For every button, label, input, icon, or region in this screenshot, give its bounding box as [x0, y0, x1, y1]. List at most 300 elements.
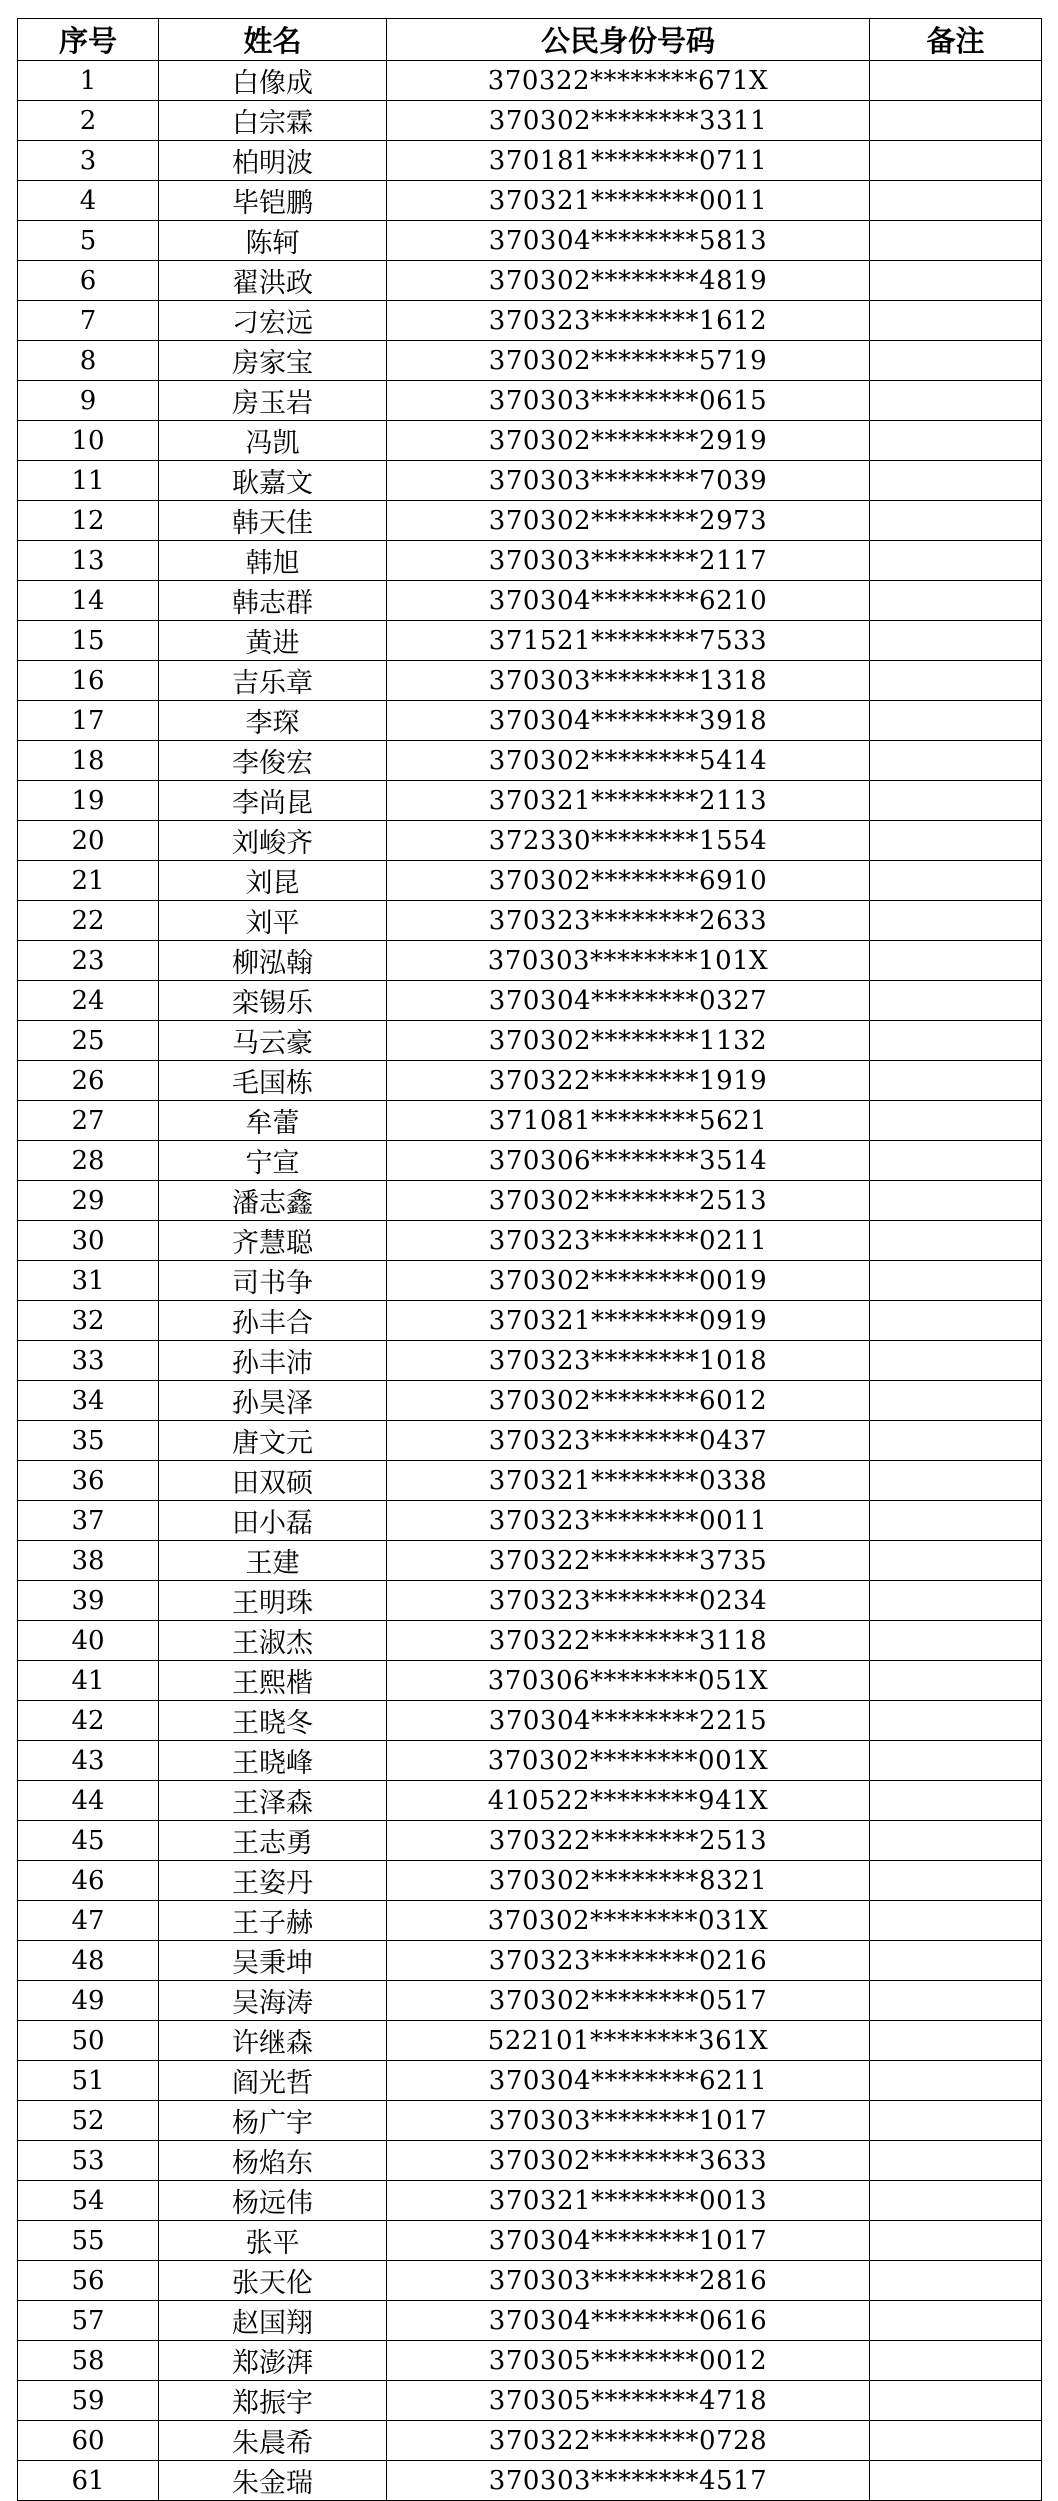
- seq-cell: 14: [18, 581, 159, 621]
- seq-cell: 44: [18, 1781, 159, 1821]
- note-cell: [870, 781, 1042, 821]
- note-cell: [870, 1101, 1042, 1141]
- table-row: [18, 781, 1042, 821]
- id-number-cell: 370321********0011: [387, 181, 870, 221]
- id-number-cell: 370304********1017: [387, 2221, 870, 2261]
- name-cell: 柳泓翰: [159, 941, 387, 981]
- seq-cell: 33: [18, 1341, 159, 1381]
- name-cell: 柏明波: [159, 141, 387, 181]
- name-cell: 韩旭: [159, 541, 387, 581]
- seq-cell: 21: [18, 861, 159, 901]
- name-cell: 王泽森: [159, 1781, 387, 1821]
- table-row: [18, 1541, 1042, 1581]
- name-cell: 李琛: [159, 701, 387, 741]
- note-cell: [870, 1061, 1042, 1101]
- table-row: [18, 461, 1042, 501]
- note-cell: [870, 2181, 1042, 2221]
- note-cell: [870, 621, 1042, 661]
- table-row: [18, 701, 1042, 741]
- table-row: [18, 1781, 1042, 1821]
- name-cell: 毛国栋: [159, 1061, 387, 1101]
- id-number-cell: 370304********3918: [387, 701, 870, 741]
- seq-cell: 7: [18, 301, 159, 341]
- table-row: [18, 1061, 1042, 1101]
- id-number-cell: 370323********1018: [387, 1341, 870, 1381]
- name-cell: 吴秉坤: [159, 1941, 387, 1981]
- table-row: [18, 1461, 1042, 1501]
- name-cell: 杨远伟: [159, 2181, 387, 2221]
- id-number-cell: 370302********0019: [387, 1261, 870, 1301]
- seq-cell: 20: [18, 821, 159, 861]
- note-cell: [870, 101, 1042, 141]
- id-number-cell: 370302********8321: [387, 1861, 870, 1901]
- id-number-cell: 370303********1017: [387, 2101, 870, 2141]
- name-cell: 白像成: [159, 61, 387, 101]
- seq-cell: 48: [18, 1941, 159, 1981]
- name-cell: 唐文元: [159, 1421, 387, 1461]
- name-cell: 韩志群: [159, 581, 387, 621]
- table-row: [18, 2381, 1042, 2421]
- note-cell: [870, 1141, 1042, 1181]
- id-number-cell: 370302********2973: [387, 501, 870, 541]
- id-number-cell: 370302********3633: [387, 2141, 870, 2181]
- seq-cell: 52: [18, 2101, 159, 2141]
- name-cell: 孙丰沛: [159, 1341, 387, 1381]
- table-row: [18, 1621, 1042, 1661]
- name-cell: 朱金瑞: [159, 2461, 387, 2501]
- id-number-cell: 370303********101X: [387, 941, 870, 981]
- seq-cell: 16: [18, 661, 159, 701]
- table-row: [18, 621, 1042, 661]
- seq-cell: 59: [18, 2381, 159, 2421]
- seq-cell: 34: [18, 1381, 159, 1421]
- name-cell: 李尚昆: [159, 781, 387, 821]
- name-cell: 田小磊: [159, 1501, 387, 1541]
- seq-cell: 13: [18, 541, 159, 581]
- name-cell: 房家宝: [159, 341, 387, 381]
- name-cell: 杨广宇: [159, 2101, 387, 2141]
- note-cell: [870, 2421, 1042, 2461]
- name-cell: 张平: [159, 2221, 387, 2261]
- seq-cell: 35: [18, 1421, 159, 1461]
- seq-cell: 5: [18, 221, 159, 261]
- id-number-cell: 370303********1318: [387, 661, 870, 701]
- id-number-cell: 370322********2513: [387, 1821, 870, 1861]
- id-number-cell: 370302********001X: [387, 1741, 870, 1781]
- note-cell: [870, 581, 1042, 621]
- table-row: [18, 1341, 1042, 1381]
- name-cell: 阎光哲: [159, 2061, 387, 2101]
- seq-cell: 22: [18, 901, 159, 941]
- id-number-cell: 370302********1132: [387, 1021, 870, 1061]
- table-row: [18, 1141, 1042, 1181]
- seq-cell: 18: [18, 741, 159, 781]
- table-body: [18, 61, 1042, 2501]
- id-number-cell: 370181********0711: [387, 141, 870, 181]
- note-cell: [870, 2301, 1042, 2341]
- seq-cell: 27: [18, 1101, 159, 1141]
- name-cell: 李俊宏: [159, 741, 387, 781]
- note-cell: [870, 1541, 1042, 1581]
- id-number-cell: 370303********4517: [387, 2461, 870, 2501]
- note-cell: [870, 2021, 1042, 2061]
- seq-cell: 50: [18, 2021, 159, 2061]
- seq-cell: 39: [18, 1581, 159, 1621]
- id-number-cell: 370323********1612: [387, 301, 870, 341]
- table-row: [18, 1181, 1042, 1221]
- note-cell: [870, 61, 1042, 101]
- note-cell: [870, 1341, 1042, 1381]
- name-cell: 司书争: [159, 1261, 387, 1301]
- id-number-cell: 370323********0216: [387, 1941, 870, 1981]
- id-number-cell: 370321********2113: [387, 781, 870, 821]
- id-number-cell: 370306********3514: [387, 1141, 870, 1181]
- table-row: [18, 501, 1042, 541]
- name-cell: 孙昊泽: [159, 1381, 387, 1421]
- note-cell: [870, 2101, 1042, 2141]
- table-row: [18, 541, 1042, 581]
- seq-cell: 61: [18, 2461, 159, 2501]
- note-cell: [870, 221, 1042, 261]
- table-row: [18, 2181, 1042, 2221]
- note-cell: [870, 261, 1042, 301]
- name-cell: 许继森: [159, 2021, 387, 2061]
- table-row: [18, 901, 1042, 941]
- id-number-cell: 370304********6210: [387, 581, 870, 621]
- note-cell: [870, 2221, 1042, 2261]
- id-number-cell: 370321********0013: [387, 2181, 870, 2221]
- id-number-cell: 370323********2633: [387, 901, 870, 941]
- table-row: [18, 1901, 1042, 1941]
- name-cell: 郑振宇: [159, 2381, 387, 2421]
- note-cell: [870, 1781, 1042, 1821]
- name-cell: 陈轲: [159, 221, 387, 261]
- seq-cell: 11: [18, 461, 159, 501]
- table-row: [18, 1421, 1042, 1461]
- table-row: [18, 2261, 1042, 2301]
- note-cell: [870, 1181, 1042, 1221]
- seq-cell: 26: [18, 1061, 159, 1101]
- note-cell: [870, 1581, 1042, 1621]
- name-cell: 齐慧聪: [159, 1221, 387, 1261]
- header-id: 公民身份号码: [387, 19, 870, 61]
- note-cell: [870, 701, 1042, 741]
- table-row: [18, 861, 1042, 901]
- note-cell: [870, 501, 1042, 541]
- table-row: [18, 2461, 1042, 2501]
- seq-cell: 58: [18, 2341, 159, 2381]
- seq-cell: 57: [18, 2301, 159, 2341]
- note-cell: [870, 141, 1042, 181]
- note-cell: [870, 981, 1042, 1021]
- seq-cell: 25: [18, 1021, 159, 1061]
- id-number-cell: 370303********2117: [387, 541, 870, 581]
- name-cell: 栾锡乐: [159, 981, 387, 1021]
- table-row: [18, 301, 1042, 341]
- id-number-cell: 370302********2919: [387, 421, 870, 461]
- table-row: [18, 101, 1042, 141]
- note-cell: [870, 181, 1042, 221]
- seq-cell: 9: [18, 381, 159, 421]
- seq-cell: 37: [18, 1501, 159, 1541]
- name-cell: 王子赫: [159, 1901, 387, 1941]
- seq-cell: 41: [18, 1661, 159, 1701]
- name-cell: 吴海涛: [159, 1981, 387, 2021]
- id-number-cell: 370323********0234: [387, 1581, 870, 1621]
- table-row: [18, 981, 1042, 1021]
- id-number-cell: 370322********1919: [387, 1061, 870, 1101]
- note-cell: [870, 381, 1042, 421]
- note-cell: [870, 741, 1042, 781]
- seq-cell: 3: [18, 141, 159, 181]
- id-number-cell: 370305********0012: [387, 2341, 870, 2381]
- table-row: [18, 61, 1042, 101]
- seq-cell: 24: [18, 981, 159, 1021]
- seq-cell: 32: [18, 1301, 159, 1341]
- note-cell: [870, 1301, 1042, 1341]
- table-row: [18, 821, 1042, 861]
- table-row: [18, 2341, 1042, 2381]
- note-cell: [870, 461, 1042, 501]
- note-cell: [870, 1021, 1042, 1061]
- name-cell: 毕铠鹏: [159, 181, 387, 221]
- note-cell: [870, 2261, 1042, 2301]
- seq-cell: 60: [18, 2421, 159, 2461]
- table-row: [18, 1501, 1042, 1541]
- name-cell: 刁宏远: [159, 301, 387, 341]
- id-number-cell: 370304********5813: [387, 221, 870, 261]
- seq-cell: 53: [18, 2141, 159, 2181]
- note-cell: [870, 861, 1042, 901]
- note-cell: [870, 661, 1042, 701]
- table-row: [18, 2141, 1042, 2181]
- note-cell: [870, 1261, 1042, 1301]
- id-number-cell: 410522********941X: [387, 1781, 870, 1821]
- table-row: [18, 1261, 1042, 1301]
- name-cell: 吉乐章: [159, 661, 387, 701]
- name-cell: 王姿丹: [159, 1861, 387, 1901]
- table-row: [18, 661, 1042, 701]
- name-cell: 黄进: [159, 621, 387, 661]
- name-cell: 王志勇: [159, 1821, 387, 1861]
- id-number-cell: 370305********4718: [387, 2381, 870, 2421]
- name-cell: 白宗霖: [159, 101, 387, 141]
- name-cell: 张天伦: [159, 2261, 387, 2301]
- name-cell: 赵国翔: [159, 2301, 387, 2341]
- id-number-cell: 370304********6211: [387, 2061, 870, 2101]
- table-row: [18, 2301, 1042, 2341]
- table-row: [18, 1101, 1042, 1141]
- seq-cell: 30: [18, 1221, 159, 1261]
- header-row: [18, 19, 1042, 61]
- name-cell: 刘平: [159, 901, 387, 941]
- seq-cell: 29: [18, 1181, 159, 1221]
- note-cell: [870, 1901, 1042, 1941]
- seq-cell: 51: [18, 2061, 159, 2101]
- id-number-cell: 371521********7533: [387, 621, 870, 661]
- id-number-cell: 370302********031X: [387, 1901, 870, 1941]
- note-cell: [870, 341, 1042, 381]
- seq-cell: 19: [18, 781, 159, 821]
- table-row: [18, 1021, 1042, 1061]
- table-row: [18, 1661, 1042, 1701]
- id-number-cell: 370304********0327: [387, 981, 870, 1021]
- name-cell: 王熙楷: [159, 1661, 387, 1701]
- table-row: [18, 941, 1042, 981]
- note-cell: [870, 1981, 1042, 2021]
- id-number-cell: 371081********5621: [387, 1101, 870, 1141]
- id-number-cell: 370304********0616: [387, 2301, 870, 2341]
- note-cell: [870, 301, 1042, 341]
- seq-cell: 23: [18, 941, 159, 981]
- name-cell: 杨焰东: [159, 2141, 387, 2181]
- seq-cell: 28: [18, 1141, 159, 1181]
- seq-cell: 8: [18, 341, 159, 381]
- seq-cell: 10: [18, 421, 159, 461]
- table-row: [18, 2101, 1042, 2141]
- seq-cell: 6: [18, 261, 159, 301]
- note-cell: [870, 2461, 1042, 2501]
- id-number-cell: 370302********5719: [387, 341, 870, 381]
- roster-table: [17, 18, 1042, 2501]
- seq-cell: 55: [18, 2221, 159, 2261]
- id-number-cell: 370304********2215: [387, 1701, 870, 1741]
- seq-cell: 45: [18, 1821, 159, 1861]
- note-cell: [870, 1421, 1042, 1461]
- table-row: [18, 181, 1042, 221]
- id-number-cell: 370322********3735: [387, 1541, 870, 1581]
- seq-cell: 1: [18, 61, 159, 101]
- id-number-cell: 370302********6910: [387, 861, 870, 901]
- table-row: [18, 1941, 1042, 1981]
- id-number-cell: 370323********0011: [387, 1501, 870, 1541]
- note-cell: [870, 1861, 1042, 1901]
- note-cell: [870, 1461, 1042, 1501]
- table-row: [18, 221, 1042, 261]
- note-cell: [870, 421, 1042, 461]
- id-number-cell: 370306********051X: [387, 1661, 870, 1701]
- seq-cell: 42: [18, 1701, 159, 1741]
- seq-cell: 4: [18, 181, 159, 221]
- table-row: [18, 1381, 1042, 1421]
- seq-cell: 36: [18, 1461, 159, 1501]
- table-row: [18, 1821, 1042, 1861]
- id-number-cell: 370303********0615: [387, 381, 870, 421]
- table-row: [18, 741, 1042, 781]
- id-number-cell: 370302********6012: [387, 1381, 870, 1421]
- table-row: [18, 2021, 1042, 2061]
- seq-cell: 17: [18, 701, 159, 741]
- table-row: [18, 2061, 1042, 2101]
- table-row: [18, 1981, 1042, 2021]
- name-cell: 郑澎湃: [159, 2341, 387, 2381]
- note-cell: [870, 1941, 1042, 1981]
- name-cell: 房玉岩: [159, 381, 387, 421]
- id-number-cell: 370302********0517: [387, 1981, 870, 2021]
- name-cell: 孙丰合: [159, 1301, 387, 1341]
- id-number-cell: 370322********0728: [387, 2421, 870, 2461]
- note-cell: [870, 1821, 1042, 1861]
- seq-cell: 56: [18, 2261, 159, 2301]
- note-cell: [870, 1501, 1042, 1541]
- name-cell: 王淑杰: [159, 1621, 387, 1661]
- table-row: [18, 421, 1042, 461]
- seq-cell: 38: [18, 1541, 159, 1581]
- name-cell: 王明珠: [159, 1581, 387, 1621]
- table-row: [18, 381, 1042, 421]
- id-number-cell: 370322********3118: [387, 1621, 870, 1661]
- table-row: [18, 2221, 1042, 2261]
- header-name: 姓名: [159, 19, 387, 61]
- header-seq: 序号: [18, 19, 159, 61]
- table-row: [18, 1741, 1042, 1781]
- note-cell: [870, 1621, 1042, 1661]
- note-cell: [870, 541, 1042, 581]
- table-row: [18, 1221, 1042, 1261]
- table-row: [18, 1581, 1042, 1621]
- note-cell: [870, 901, 1042, 941]
- name-cell: 朱晨希: [159, 2421, 387, 2461]
- note-cell: [870, 1741, 1042, 1781]
- note-cell: [870, 1701, 1042, 1741]
- note-cell: [870, 1381, 1042, 1421]
- id-number-cell: 522101********361X: [387, 2021, 870, 2061]
- name-cell: 冯凯: [159, 421, 387, 461]
- name-cell: 牟蕾: [159, 1101, 387, 1141]
- id-number-cell: 370302********4819: [387, 261, 870, 301]
- seq-cell: 12: [18, 501, 159, 541]
- table-row: [18, 1861, 1042, 1901]
- name-cell: 王建: [159, 1541, 387, 1581]
- id-number-cell: 370302********3311: [387, 101, 870, 141]
- table-row: [18, 141, 1042, 181]
- seq-cell: 2: [18, 101, 159, 141]
- note-cell: [870, 2141, 1042, 2181]
- seq-cell: 43: [18, 1741, 159, 1781]
- id-number-cell: 370323********0437: [387, 1421, 870, 1461]
- id-number-cell: 370303********2816: [387, 2261, 870, 2301]
- id-number-cell: 370302********5414: [387, 741, 870, 781]
- table-row: [18, 341, 1042, 381]
- name-cell: 潘志鑫: [159, 1181, 387, 1221]
- table-row: [18, 2421, 1042, 2461]
- note-cell: [870, 2381, 1042, 2421]
- seq-cell: 49: [18, 1981, 159, 2021]
- seq-cell: 46: [18, 1861, 159, 1901]
- id-number-cell: 370302********2513: [387, 1181, 870, 1221]
- id-number-cell: 370303********7039: [387, 461, 870, 501]
- id-number-cell: 370322********671X: [387, 61, 870, 101]
- id-number-cell: 370321********0919: [387, 1301, 870, 1341]
- note-cell: [870, 1221, 1042, 1261]
- table-row: [18, 261, 1042, 301]
- seq-cell: 15: [18, 621, 159, 661]
- seq-cell: 47: [18, 1901, 159, 1941]
- table-row: [18, 1701, 1042, 1741]
- table-row: [18, 581, 1042, 621]
- name-cell: 马云豪: [159, 1021, 387, 1061]
- name-cell: 宁宣: [159, 1141, 387, 1181]
- note-cell: [870, 1661, 1042, 1701]
- name-cell: 王晓冬: [159, 1701, 387, 1741]
- id-number-cell: 370321********0338: [387, 1461, 870, 1501]
- note-cell: [870, 2341, 1042, 2381]
- name-cell: 耿嘉文: [159, 461, 387, 501]
- note-cell: [870, 821, 1042, 861]
- name-cell: 王晓峰: [159, 1741, 387, 1781]
- name-cell: 刘峻齐: [159, 821, 387, 861]
- seq-cell: 31: [18, 1261, 159, 1301]
